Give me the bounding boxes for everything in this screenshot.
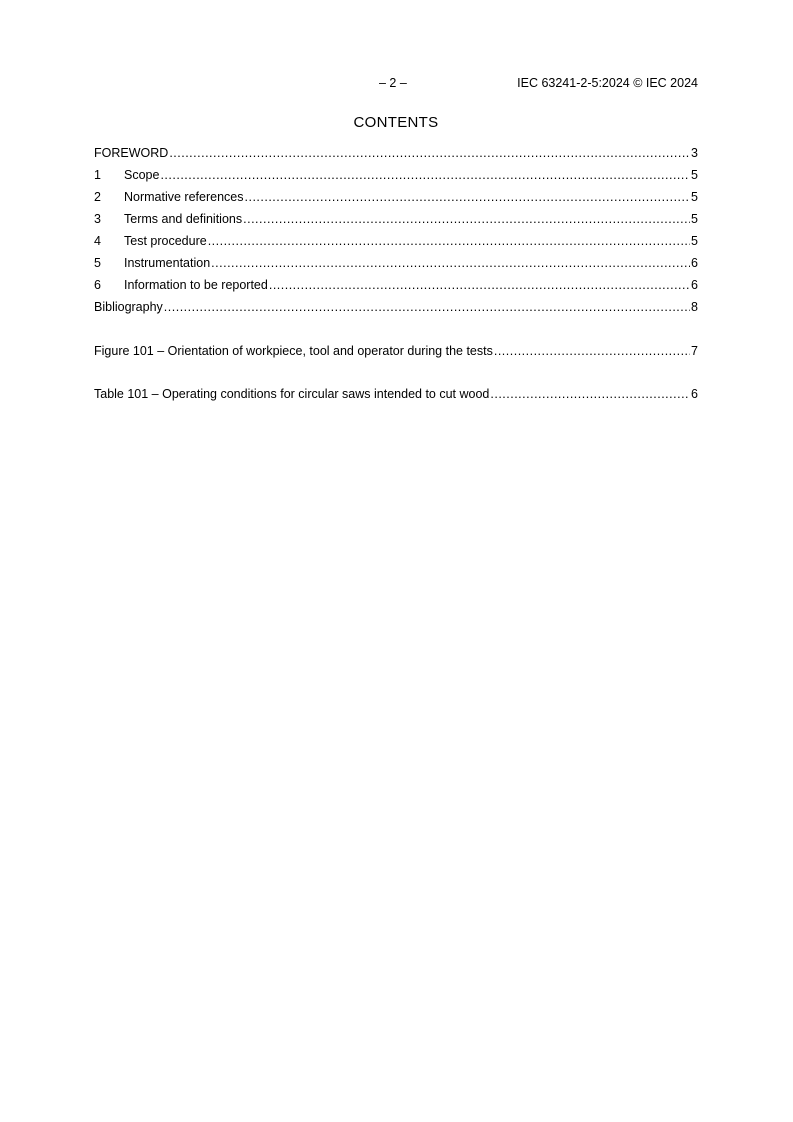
list-of-figures xyxy=(94,344,698,366)
toc-dot-leader xyxy=(490,387,690,401)
toc-entry-scope[interactable] xyxy=(94,168,698,190)
toc-entry-label: Figure 101 – Orientation of workpiece, tool and operator during the tests xyxy=(94,344,493,358)
toc-entry-test-procedure[interactable] xyxy=(94,234,698,256)
list-of-tables xyxy=(94,387,698,409)
toc-dot-leader xyxy=(160,168,690,182)
toc-entry-bibliography[interactable] xyxy=(94,300,698,322)
toc-entry-label: Terms and definitions xyxy=(124,212,243,226)
toc-entry-number: 4 xyxy=(94,234,101,248)
toc-entry-label: FOREWORD xyxy=(94,146,169,160)
toc-entry-number: 6 xyxy=(94,278,101,292)
toc-entry-foreword[interactable] xyxy=(94,146,698,168)
toc-entry-label: Table 101 – Operating conditions for circular saws intended to cut wood xyxy=(94,387,490,401)
toc-entry-label: Bibliography xyxy=(94,300,163,314)
page-title: CONTENTS xyxy=(353,114,439,131)
toc-entry-page: 5 xyxy=(691,190,698,204)
toc-entry-label: Normative references xyxy=(124,190,244,204)
toc-entry-page: 5 xyxy=(691,212,698,226)
toc-entry-page: 5 xyxy=(691,168,698,182)
toc-entry-page: 3 xyxy=(691,146,698,160)
toc-entry-label: Test procedure xyxy=(124,234,207,248)
toc-entry-normative-references[interactable] xyxy=(94,190,698,212)
toc-dot-leader xyxy=(169,146,690,160)
page-header xyxy=(94,76,698,92)
toc-entry-label: Scope xyxy=(124,168,160,182)
toc-entry-page: 8 xyxy=(691,300,698,314)
toc-dot-leader xyxy=(245,190,691,204)
toc-dot-leader xyxy=(211,256,690,270)
toc-entry-label: Instrumentation xyxy=(124,256,211,270)
toc-entry-terms-and-definitions[interactable] xyxy=(94,212,698,234)
toc-dot-leader xyxy=(269,278,690,292)
toc-entry-table-101[interactable] xyxy=(94,387,698,409)
toc-entry-page: 5 xyxy=(691,234,698,248)
toc-entry-instrumentation[interactable] xyxy=(94,256,698,278)
toc-entry-information-to-be-reported[interactable] xyxy=(94,278,698,300)
toc-dot-leader xyxy=(243,212,690,226)
toc-entry-number: 2 xyxy=(94,190,101,204)
toc-dot-leader xyxy=(494,344,690,358)
toc-entry-page: 6 xyxy=(691,256,698,270)
toc-entry-number: 3 xyxy=(94,212,101,226)
toc-entry-page: 7 xyxy=(691,344,698,358)
toc-entry-page: 6 xyxy=(691,278,698,292)
document-id: IEC 63241-2-5:2024 © IEC 2024 xyxy=(517,76,698,90)
toc-entry-figure-101[interactable] xyxy=(94,344,698,366)
toc-entry-number: 1 xyxy=(94,168,101,182)
page-number: – 2 – xyxy=(379,76,407,90)
toc-dot-leader xyxy=(208,234,690,248)
toc-entry-page: 6 xyxy=(691,387,698,401)
toc-entry-label: Information to be reported xyxy=(124,278,268,292)
toc-entry-number: 5 xyxy=(94,256,101,270)
table-of-contents xyxy=(94,146,698,322)
toc-dot-leader xyxy=(164,300,690,314)
